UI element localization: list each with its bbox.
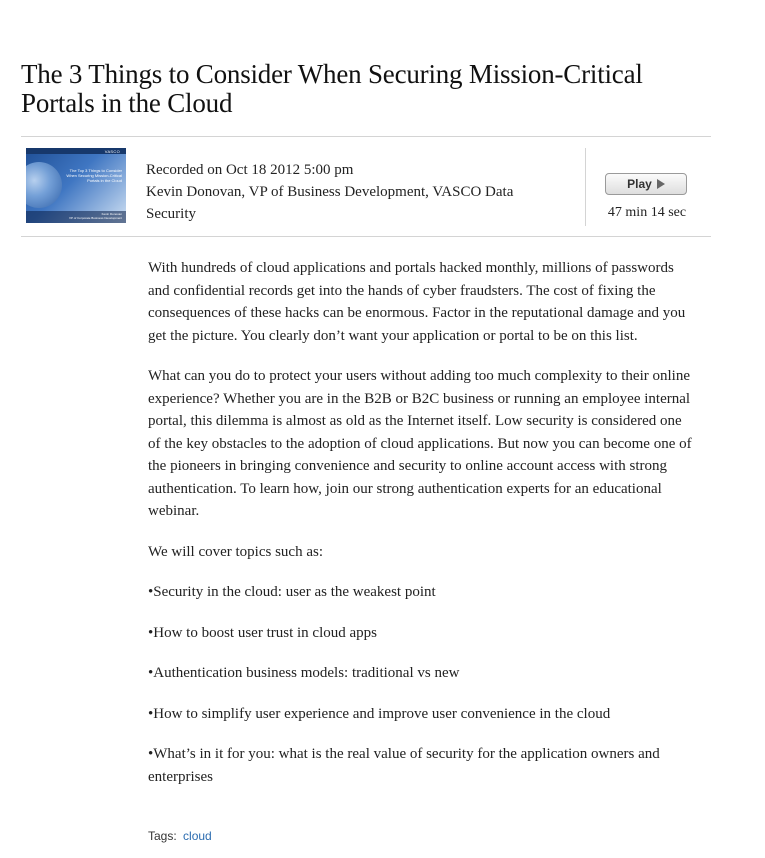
webinar-duration: 47 min 14 sec <box>607 205 687 220</box>
play-button[interactable] <box>605 173 687 195</box>
divider-bottom <box>21 236 711 237</box>
thumbnail-logo: VASCO <box>104 149 120 154</box>
thumbnail-heading: The Top 3 Things to Consider When Securing Mission-Critical Portals in the Cloud <box>66 168 122 183</box>
webinar-meta <box>146 159 566 225</box>
topic-item: •Security in the cloud: user as the weakest point <box>148 584 436 600</box>
description-paragraph: What can you do to protect your users without adding too much complexity to their online experience? Whether you are in the B2B or B2C business or running an employee internal portal, this dilemma is almost as old as the Internet itself. Low security is considered one of the key obstacles to the adoption of cloud applications. But now you can become one of the pioneers in bringing convenience and security to online account access with strong authentication. To learn how, join our strong authentication experts for an educational webinar. <box>148 368 692 519</box>
globe-image <box>26 162 62 208</box>
tag-link-cloud[interactable]: cloud <box>183 829 212 843</box>
thumbnail-presenter-name: Kevin Donovan <box>101 212 122 216</box>
topic-item: •How to boost user trust in cloud apps <box>148 624 377 641</box>
play-icon <box>657 179 665 189</box>
play-button-label: Play <box>627 177 652 191</box>
description-paragraph: With hundreds of cloud applications and portals hacked monthly, millions of passwords and confidential records get into the hands of cyber fraudsters. The cost of fixing the consequences of these hacks can be enormous. Factor in the reputational damage and you get the picture. You clearly don’t want your application or portal to be on this list. <box>148 260 686 344</box>
thumbnail-presenter <box>62 212 122 220</box>
tags-row <box>148 829 212 843</box>
vertical-divider <box>585 148 586 226</box>
divider-top <box>21 136 711 137</box>
webinar-thumbnail[interactable] <box>26 148 126 223</box>
topic-item: •How to simplify user experience and improve user convenience in the cloud <box>148 705 611 722</box>
topic-item: •Authentication business models: traditional vs new <box>148 665 460 681</box>
topic-item: •What’s in it for you: what is the real value of security for the application owners and enterprises <box>148 746 660 785</box>
presenter-info: Kevin Donovan, VP of Business Development, VASCO Data Security <box>146 184 514 222</box>
page-title: The 3 Things to Consider When Securing Mission-Critical Portals in the Cloud <box>21 59 643 118</box>
thumbnail-presenter-role: VP of Corporate Business Development <box>69 216 122 220</box>
webinar-description <box>148 257 693 806</box>
description-paragraph: We will cover topics such as: <box>148 543 323 560</box>
tags-label: Tags: <box>148 829 177 843</box>
recorded-date: Recorded on Oct 18 2012 5:00 pm <box>146 162 354 178</box>
